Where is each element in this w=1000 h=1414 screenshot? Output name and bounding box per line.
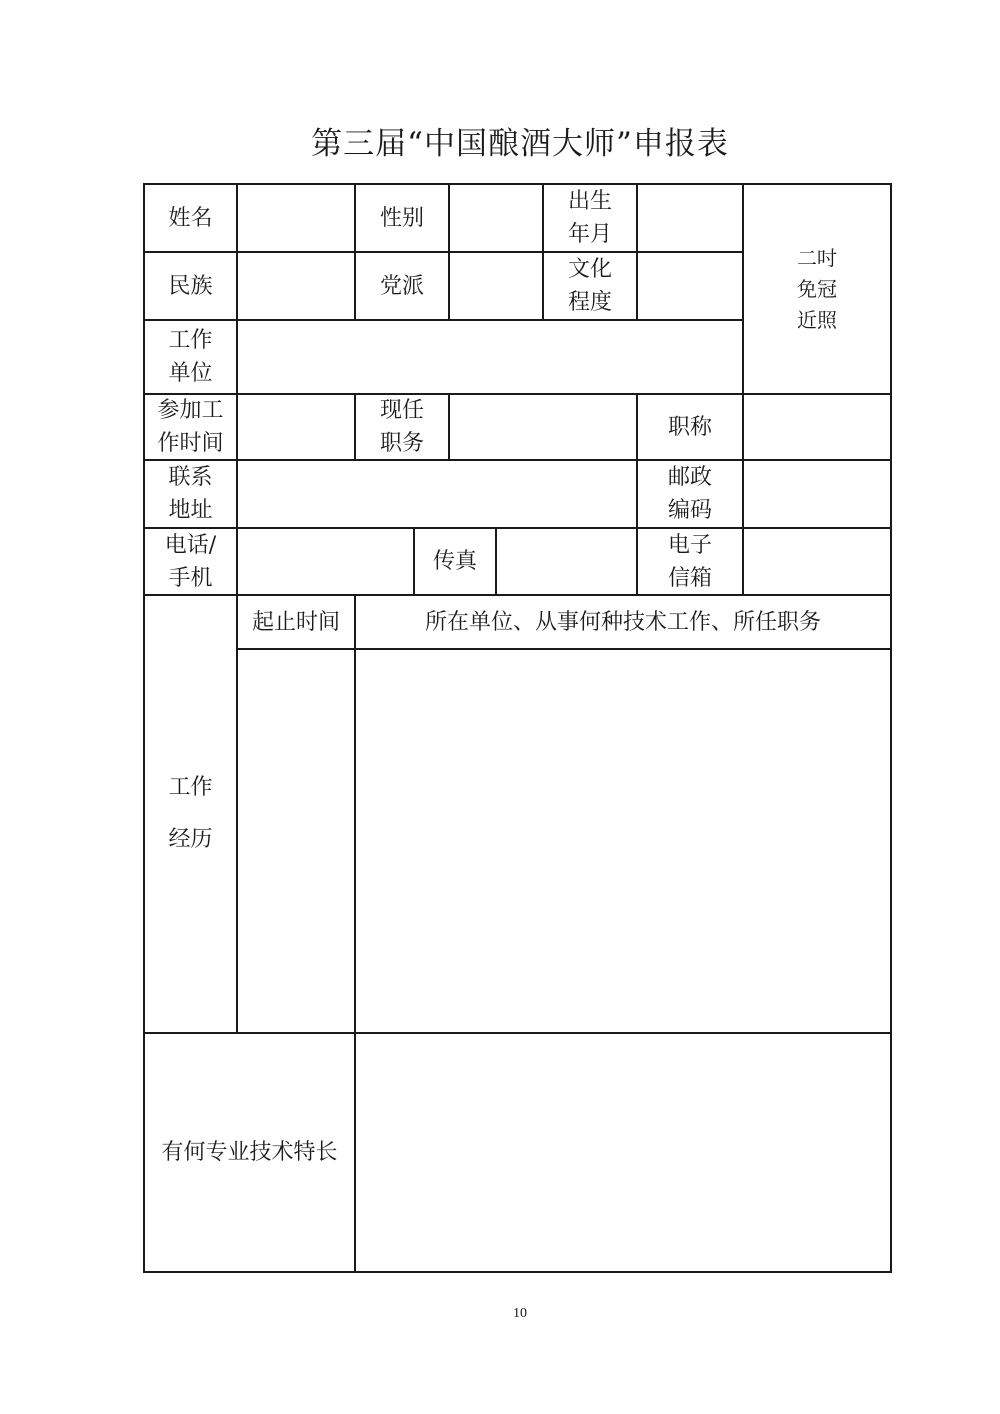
email-field[interactable] bbox=[744, 529, 890, 594]
history-description-field[interactable] bbox=[356, 650, 890, 1032]
name-label: 姓名 bbox=[168, 205, 213, 231]
name-field[interactable] bbox=[238, 185, 354, 251]
address-label: 联系 地址 bbox=[168, 465, 213, 523]
email-label: 电子 信箱 bbox=[667, 532, 712, 591]
start-work-field[interactable] bbox=[238, 395, 354, 459]
period-header: 起止时间 bbox=[251, 609, 340, 635]
birth-date-field[interactable] bbox=[638, 185, 742, 251]
education-field[interactable] bbox=[638, 253, 742, 319]
title-rank-field[interactable] bbox=[744, 395, 890, 459]
birth-date-label: 出生 年月 bbox=[567, 189, 612, 247]
title-rank-label: 职称 bbox=[667, 414, 712, 440]
form-title: 第三届“中国酿酒大师”申报表 bbox=[311, 126, 729, 162]
party-field[interactable] bbox=[450, 253, 542, 319]
table-border-right bbox=[890, 183, 892, 1273]
page-number: 10 bbox=[513, 1306, 527, 1321]
position-label: 现任 职务 bbox=[379, 398, 424, 456]
period-field[interactable] bbox=[238, 650, 354, 1032]
ethnicity-field[interactable] bbox=[238, 253, 354, 319]
ethnicity-label: 民族 bbox=[168, 273, 213, 299]
position-field[interactable] bbox=[450, 395, 636, 459]
phone-field[interactable] bbox=[238, 529, 413, 594]
table-border-bottom bbox=[143, 1271, 892, 1273]
history-description-header: 所在单位、从事何种技术工作、所任职务 bbox=[424, 609, 821, 635]
work-unit-field[interactable] bbox=[238, 321, 742, 393]
postcode-label: 邮政 编码 bbox=[667, 465, 712, 523]
specialty-label: 有何专业技术特长 bbox=[161, 1140, 338, 1165]
address-field[interactable] bbox=[238, 461, 636, 527]
postcode-field[interactable] bbox=[744, 461, 890, 527]
specialty-field[interactable] bbox=[356, 1034, 890, 1271]
work-history-label: 工作 经历 bbox=[168, 775, 213, 852]
application-form-table bbox=[143, 183, 892, 1273]
gender-label: 性别 bbox=[379, 205, 424, 231]
start-work-label: 参加工 作时间 bbox=[157, 398, 224, 456]
gender-field[interactable] bbox=[450, 185, 542, 251]
party-label: 党派 bbox=[379, 273, 424, 299]
photo-placeholder[interactable]: 二吋 免冠 近照 bbox=[797, 245, 837, 332]
fax-field[interactable] bbox=[497, 529, 636, 594]
fax-label: 传真 bbox=[432, 549, 477, 574]
phone-label: 电话/ 手机 bbox=[164, 532, 217, 591]
work-unit-label: 工作 单位 bbox=[168, 328, 213, 386]
education-label: 文化 程度 bbox=[567, 257, 612, 315]
